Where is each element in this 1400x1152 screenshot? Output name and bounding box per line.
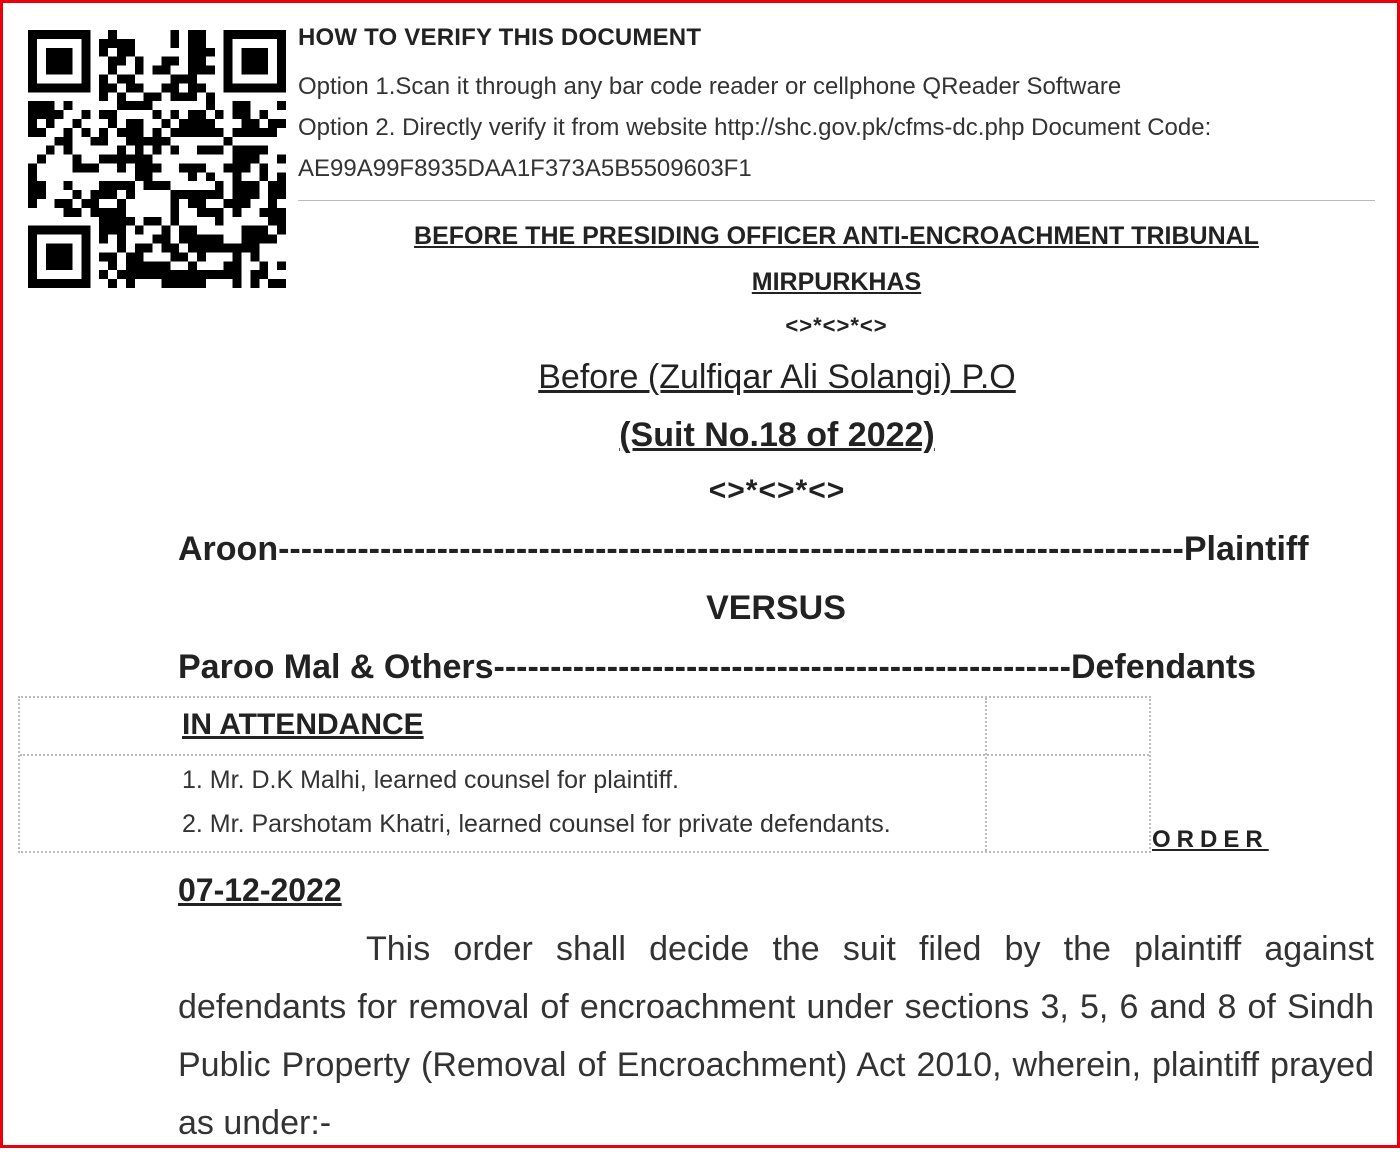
versus-label: VERSUS (706, 589, 846, 627)
table-divider-horizontal (20, 754, 1149, 756)
separator-large: <>*<>*<> (708, 474, 846, 507)
suit-number: (Suit No.18 of 2022) (619, 416, 935, 454)
attendance-heading: IN ATTENDANCE (182, 708, 424, 741)
attendance-table (18, 696, 1151, 853)
order-date: 07-12-2022 (178, 872, 342, 908)
qr-code-icon (28, 30, 286, 288)
attendance-item: 2. Mr. Parshotam Khatri, learned counsel for private defendants. (182, 810, 891, 838)
divider (298, 200, 1375, 201)
separator-small: <>*<>*<> (785, 313, 888, 338)
verification-block (298, 24, 1378, 189)
verify-option-2: Option 2. Directly verify it from website http://shc.gov.pk/cfms-dc.php Document Code: (298, 114, 1212, 141)
attendance-item: 1. Mr. D.K Malhi, learned counsel for plaintiff. (182, 766, 679, 794)
verify-title: HOW TO VERIFY THIS DOCUMENT (298, 24, 702, 51)
tribunal-heading: BEFORE THE PRESIDING OFFICER ANTI-ENCROACHMENT TRIBUNAL (414, 222, 1259, 250)
table-divider-vertical (985, 698, 987, 851)
tribunal-location: MIRPURKHAS (751, 268, 922, 296)
order-paragraph: This order shall decide the suit filed by the plaintiff against defendants for removal of encroachment under sections 3, 5, 6 and 8 of Sindh Public Property (Removal of Encroachment) Act 2010, wherein, plaintiff prayed as under:- (178, 930, 1374, 1142)
order-label: ORDER (1152, 826, 1269, 853)
plaintiff-line: Aroon--------------------------------------------------------------------------------Plaintiff (178, 530, 1309, 568)
defendant-line: Paroo Mal & Others---------------------------------------------------Defendants (178, 648, 1257, 686)
document-code: AE99A99F8935DAA1F373A5B5509603F1 (298, 155, 752, 182)
presiding-officer: Before (Zulfiqar Ali Solangi) P.O (538, 358, 1016, 396)
verify-option-1: Option 1.Scan it through any bar code reader or cellphone QReader Software (298, 73, 1122, 100)
